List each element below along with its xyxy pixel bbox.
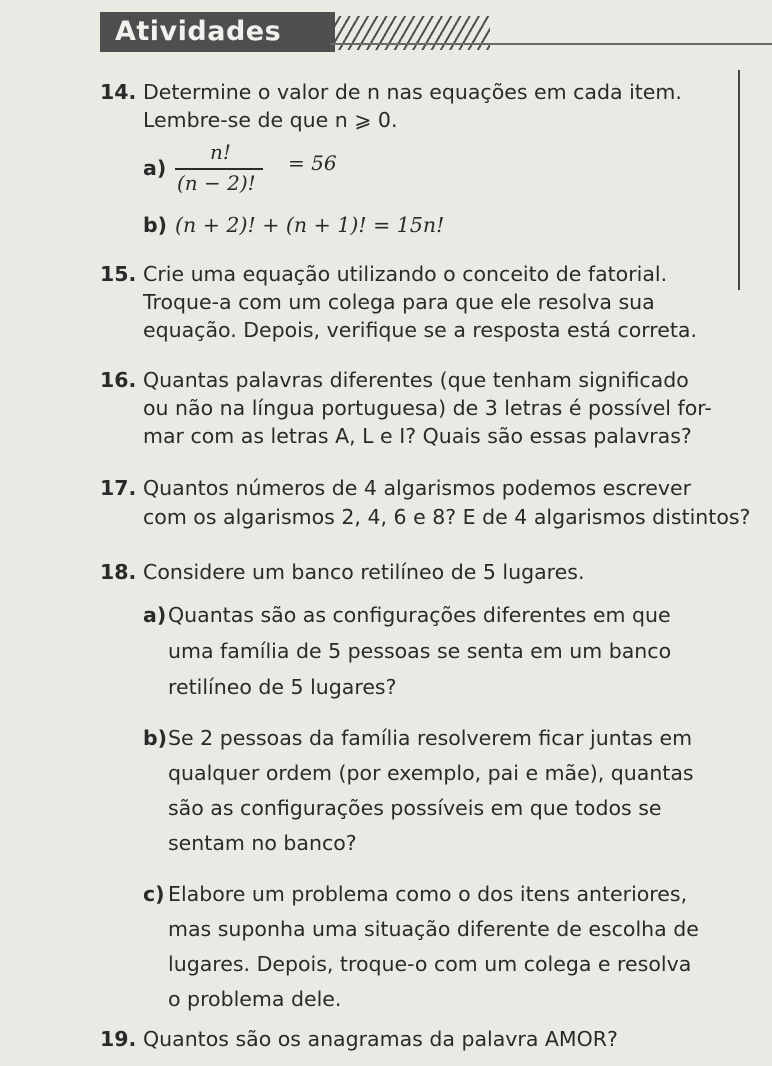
question-number: 19. bbox=[100, 1027, 137, 1051]
item-text: uma família de 5 pessoas se senta em um banco bbox=[168, 639, 672, 663]
item-text: retilíneo de 5 lugares? bbox=[168, 675, 397, 699]
question-text: Troque-a com um colega para que ele resolva sua bbox=[143, 290, 655, 314]
question-number: 14. bbox=[100, 80, 137, 104]
question-text: mar com as letras A, L e I? Quais são essas palavras? bbox=[143, 424, 692, 448]
equation-rhs: = 56 bbox=[288, 151, 337, 175]
item-label: a) bbox=[143, 156, 167, 180]
question-text: com os algarismos 2, 4, 6 e 8? E de 4 algarismos distintos? bbox=[143, 505, 751, 529]
question-text: Lembre-se de que n ⩾ 0. bbox=[143, 108, 398, 132]
margin-rule bbox=[738, 70, 740, 290]
question-text: equação. Depois, verifique se a resposta está correta. bbox=[143, 318, 698, 342]
question-number: 17. bbox=[100, 476, 137, 500]
question-number: 18. bbox=[100, 560, 137, 584]
question-number: 16. bbox=[100, 368, 137, 392]
item-label: a) bbox=[143, 603, 167, 627]
section-title: Atividades bbox=[115, 16, 282, 47]
item-text: qualquer ordem (por exemplo, pai e mãe), quantas bbox=[168, 761, 694, 785]
section-header bbox=[100, 12, 772, 52]
item-label: b) bbox=[143, 213, 168, 237]
item-text: o problema dele. bbox=[168, 987, 342, 1011]
fraction-expression bbox=[175, 140, 265, 200]
question-text: Quantas palavras diferentes (que tenham significado bbox=[143, 368, 689, 392]
item-text: mas suponha uma situação diferente de escolha de bbox=[168, 917, 699, 941]
item-text: sentam no banco? bbox=[168, 831, 357, 855]
header-rule bbox=[330, 43, 772, 45]
question-text: Quantos são os anagramas da palavra AMOR? bbox=[143, 1027, 618, 1051]
question-text: Determine o valor de n nas equações em cada item. bbox=[143, 80, 682, 104]
fraction-denominator: (n − 2)! bbox=[177, 171, 256, 195]
item-label: c) bbox=[143, 882, 165, 906]
item-text: Se 2 pessoas da família resolverem ficar juntas em bbox=[168, 726, 693, 750]
item-text: Elabore um problema como o dos itens anteriores, bbox=[168, 882, 688, 906]
question-number: 15. bbox=[100, 262, 137, 286]
item-text: Quantas são as configurações diferentes em que bbox=[168, 603, 671, 627]
header-banner bbox=[100, 12, 335, 52]
question-text: Crie uma equação utilizando o conceito de fatorial. bbox=[143, 262, 668, 286]
fraction-bar bbox=[175, 168, 263, 170]
item-label: b) bbox=[143, 726, 168, 750]
question-text: ou não na língua portuguesa) de 3 letras é possível for- bbox=[143, 396, 712, 420]
question-text: Quantos números de 4 algarismos podemos escrever bbox=[143, 476, 692, 500]
question-text: Considere um banco retilíneo de 5 lugares. bbox=[143, 560, 585, 584]
item-text: lugares. Depois, troque-o com um colega e resolva bbox=[168, 952, 692, 976]
fraction-numerator: n! bbox=[210, 140, 231, 164]
equation: (n + 2)! + (n + 1)! = 15n! bbox=[175, 213, 445, 237]
item-text: são as configurações possíveis em que todos se bbox=[168, 796, 662, 820]
